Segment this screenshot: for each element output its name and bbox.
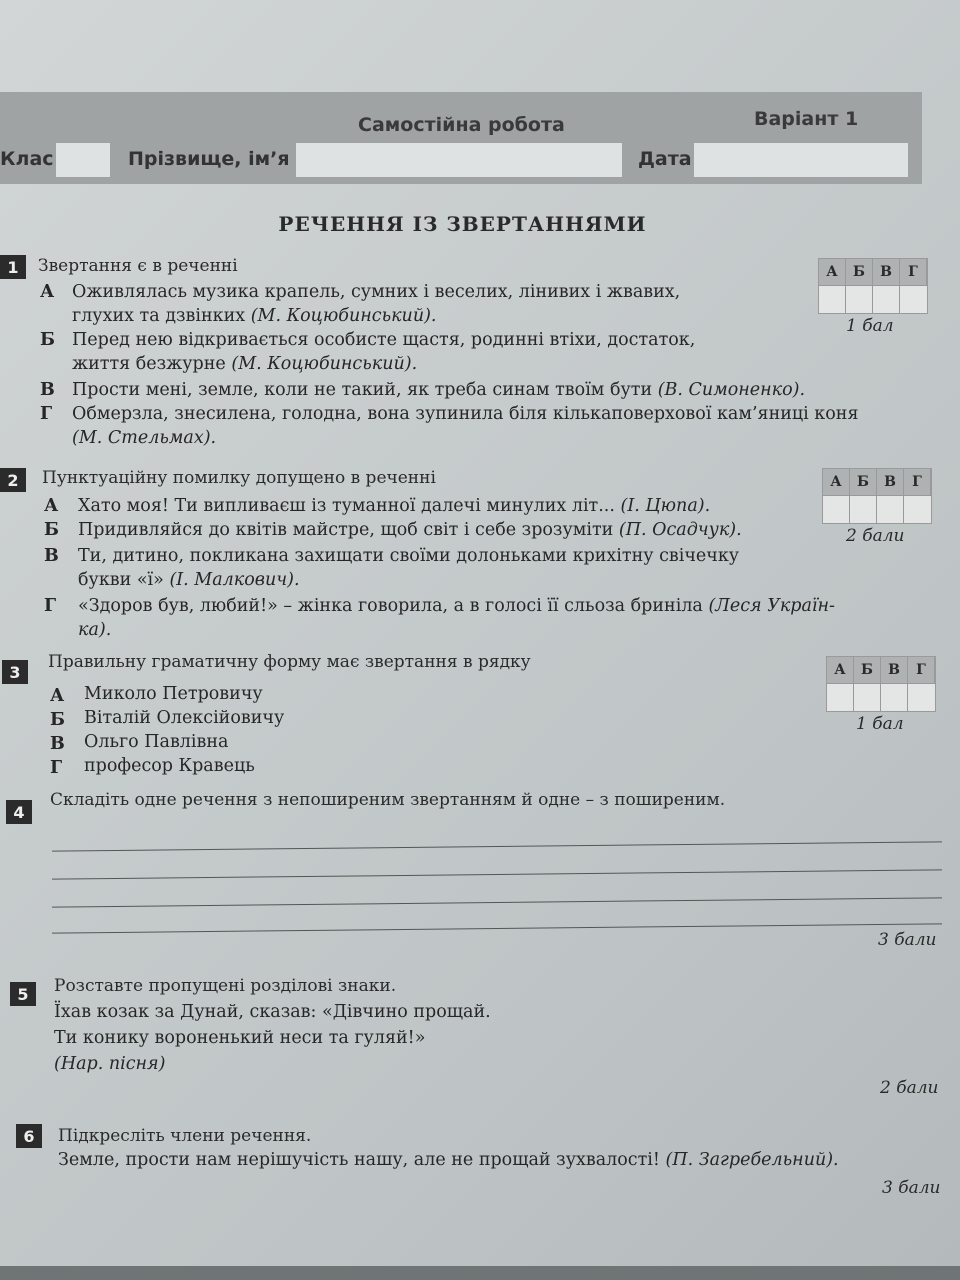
grid-header-b: Б [846,259,873,285]
option-text: Ти, дитино, покликана захищати своїми долоньками крихітну свічечку букви «ї» (І. Малкович). [78,546,740,590]
grid-header-a: А [827,657,854,683]
option-letter: Г [50,758,63,778]
grid-header-g: Г [908,657,935,683]
variant-label: Варіант 1 [754,108,859,130]
exercise-source: (Нар. пісня) [54,1054,166,1074]
question-3-prompt: Правильну граматичну форму має звертання в рядку [48,652,531,672]
answer-cell-v[interactable] [877,495,904,523]
grid-header-g: Г [904,469,931,495]
question-3-score: 1 бал [856,714,904,734]
answer-line[interactable] [52,923,942,933]
answer-cell-b[interactable] [846,285,873,313]
option-text: Перед нею відкривається особисте щастя, родинні втіхи, достаток, життя безжурне (М. Коцюбинський). [72,330,696,374]
question-5-number: 5 [10,982,36,1006]
question-6-number: 6 [16,1124,42,1148]
question-1-answer-grid [818,258,928,314]
option-letter: А [44,496,59,516]
answer-cell-a[interactable] [823,495,850,523]
worksheet-type: Самостійна робота [358,114,565,136]
option-text: Придивляйся до квітів майстре, щоб світ і себе зрозуміти (П. Осадчук). [78,520,742,540]
name-label: Прізвище, ім’я [128,148,290,170]
exercise-line: Їхав козак за Дунай, сказав: «Дівчино прощай. [54,1002,491,1022]
question-6-score: 3 бали [882,1178,941,1198]
question-1-prompt: Звертання є в реченні [38,256,238,276]
answer-line[interactable] [52,869,942,879]
option-letter: А [40,282,55,302]
option-text: Ольго Павлівна [84,732,229,752]
question-2-score: 2 бали [846,526,905,546]
answer-line[interactable] [52,841,942,851]
option-letter: В [40,380,55,400]
date-label: Дата [638,148,692,170]
exercise-sentence: Земле, прости нам нерішучість нашу, але не прощай зухвалості! (П. Загребельний). [58,1150,839,1170]
option-letter: А [50,686,65,706]
answer-cell-b[interactable] [854,683,881,711]
option-letter: Г [40,404,53,424]
question-2-number: 2 [0,468,26,492]
option-text: Обмерзла, знесилена, голодна, вона зупинила біля кількаповерхової кам’яниці коня (М. Стельмах). [72,404,859,448]
option-text: професор Кравець [84,756,255,776]
question-2-prompt: Пунктуаційну помилку допущено в реченні [42,468,436,488]
answer-cell-b[interactable] [850,495,877,523]
answer-cell-g[interactable] [904,495,931,523]
exercise-line: Ти конику вороненький неси та гуляй!» [54,1028,426,1048]
option-text: Миколо Петровичу [84,684,263,704]
class-label: Клас [0,148,54,170]
question-3-number: 3 [2,660,28,684]
option-text: «Здоров був, любий!» – жінка говорила, а в голосі її сльоза бриніла (Леся Україн- ка). [78,596,835,640]
answer-cell-v[interactable] [873,285,900,313]
grid-header-a: А [819,259,846,285]
question-6-prompt: Підкресліть члени речення. [58,1126,312,1146]
answer-cell-v[interactable] [881,683,908,711]
answer-cell-a[interactable] [819,285,846,313]
question-4-number: 4 [6,800,32,824]
page-title: РЕЧЕННЯ ІЗ ЗВЕРТАННЯМИ [278,212,647,236]
answer-cell-g[interactable] [908,683,935,711]
answer-cell-a[interactable] [827,683,854,711]
question-3-answer-grid [826,656,936,712]
grid-header-g: Г [900,259,927,285]
option-text: Хато моя! Ти випливаєш із туманної далечі минулих літ... (І. Цюпа). [78,496,711,516]
option-letter: Б [40,330,55,350]
question-4-score: 3 бали [878,930,937,950]
date-field[interactable] [694,143,908,177]
option-letter: Б [50,710,65,730]
option-text: Прости мені, земле, коли не такий, як треба синам твоїм бути (В. Симоненко). [72,380,806,400]
grid-header-b: Б [850,469,877,495]
grid-header-a: А [823,469,850,495]
class-field[interactable] [56,143,110,177]
option-text: Оживлялась музика крапель, сумних і веселих, лінивих і жвавих, глухих та дзвінких (М. Коцюбинський). [72,282,681,326]
grid-header-v: В [873,259,900,285]
option-letter: Б [44,520,59,540]
option-letter: Г [44,596,57,616]
question-1-score: 1 бал [846,316,894,336]
question-2-answer-grid [822,468,932,524]
question-1-number: 1 [0,255,26,279]
question-4-prompt: Складіть одне речення з непоширеним звертанням й одне – з поширеним. [50,790,726,810]
answer-line[interactable] [52,897,942,907]
option-letter: В [50,734,65,754]
answer-cell-g[interactable] [900,285,927,313]
grid-header-v: В [881,657,908,683]
bottom-band [0,1266,960,1280]
question-5-prompt: Розставте пропущені розділові знаки. [54,976,397,996]
grid-header-b: Б [854,657,881,683]
grid-header-v: В [877,469,904,495]
name-field[interactable] [296,143,622,177]
option-text: Віталій Олексійовичу [84,708,285,728]
question-5-score: 2 бали [880,1078,939,1098]
option-letter: В [44,546,59,566]
